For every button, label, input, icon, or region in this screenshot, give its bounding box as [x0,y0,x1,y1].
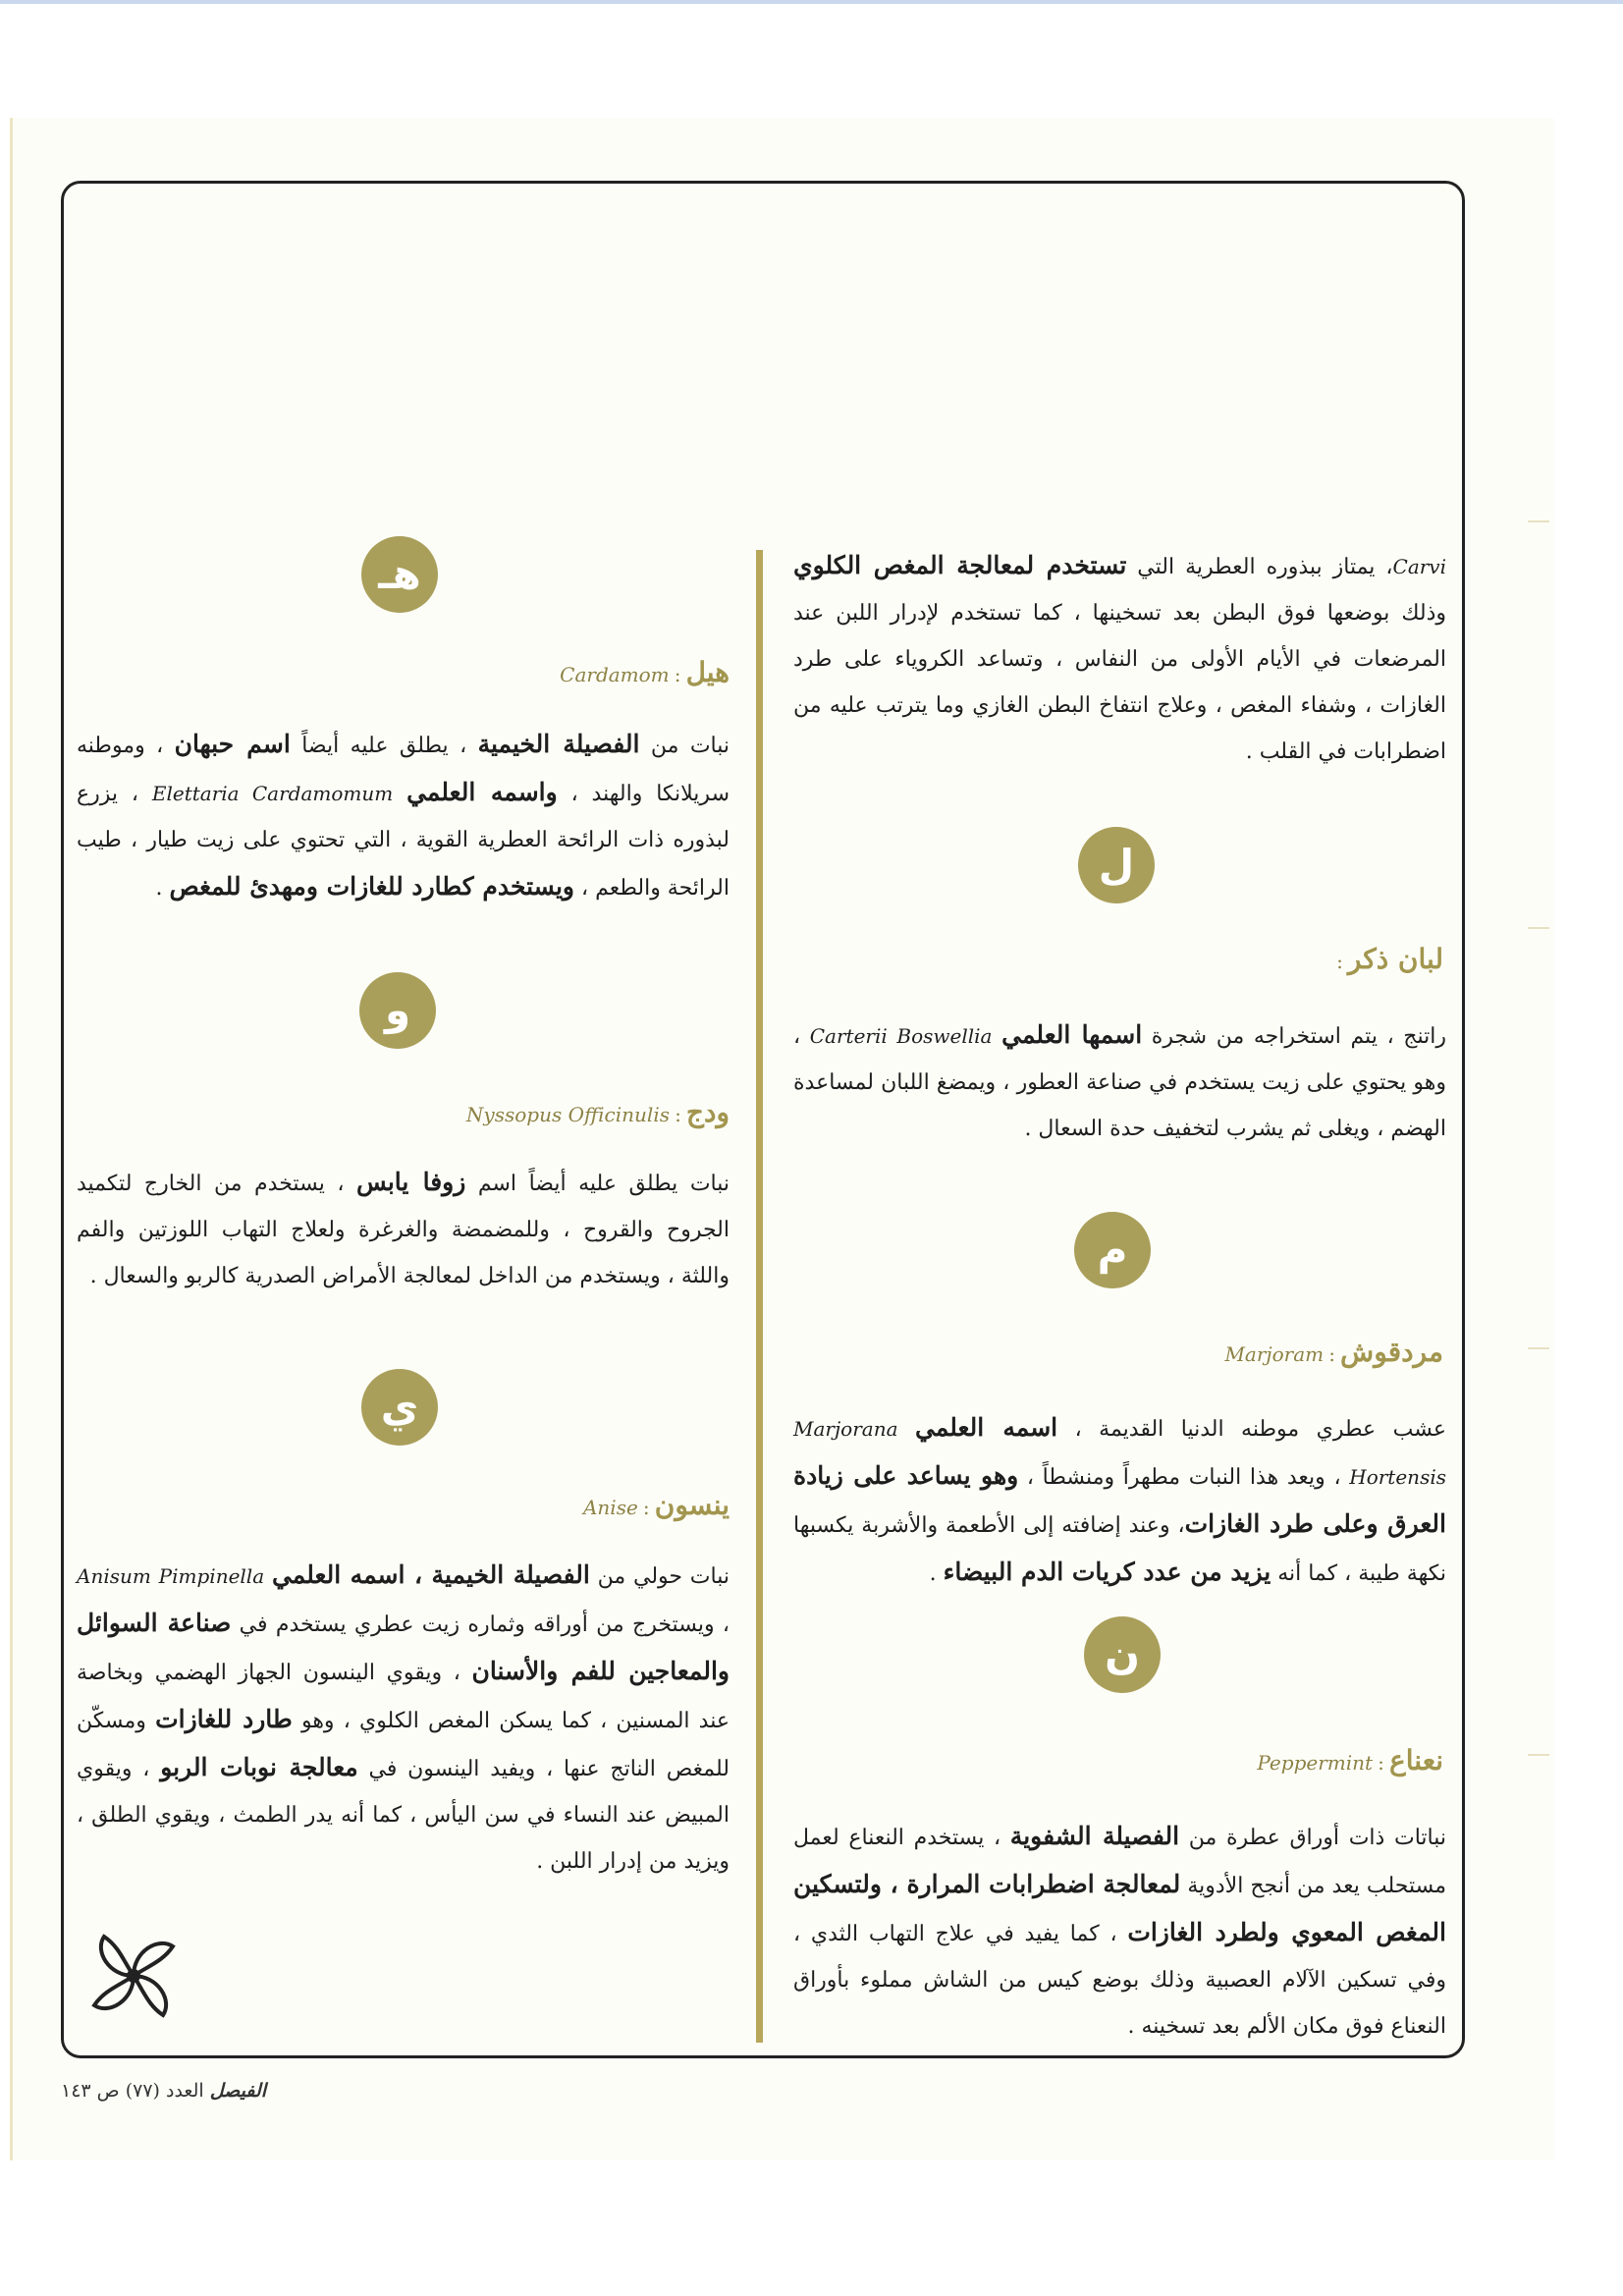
letter-badge-noon: ن [1084,1616,1161,1693]
heading-laban: لبان ذكر : [1336,943,1443,975]
letter-badge-lam: ل [1078,827,1155,903]
hyssop-paragraph: نبات يطلق عليه أيضاً اسم زوفا يابس ، يستخدم من الخارج لتكميد الجروح والقروح ، وللمضمضة والغرغرة ولعلاج التهاب اللوزتين والفم واللثة ، ويستخدم من الداخل لمعالجة الأمراض الصدرية كالربو والسعال . [77,1168,730,1288]
heading-cardamom: هيل : Cardamom [560,656,730,688]
heading-hyssop: ودج : Nyssopus Officinulis [465,1096,730,1128]
pinwheel-ornament-icon [75,1917,192,2035]
margin-mark [1528,520,1549,522]
peppermint-paragraph: نباتات ذات أوراق عطرة من الفصيلة الشفوية ، يستخدم النعناع لعمل مستحلب يعد من أنجح الأدوية لمعالجة اضطرابات المرارة ، ولتسكين المغص المعوي ولطرد الغازات ، كما يفيد في علاج التهاب الثدي ، وفي تسكين الآلام العصبية وذلك بوضع كيس من الشاش مملوء بأوراق النعناع فوق مكان الألم بعد تسخينه . [793,1822,1446,2039]
margin-mark [1528,927,1549,929]
margin-mark [1528,1347,1549,1349]
marjoram-paragraph: عشب عطري موطنه الدنيا القديمة ، اسمه العلمي Marjorana Hortensis ، ويعد هذا النبات مطهراً ومنشطاً ، وهو يساعد على زيادة العرق وعلى طرد الغازات، وعند إضافته إلى الأطعمة والأشربة يكسبها نكهة طيبة ، كما أنه يزيد من عدد كريات الدم البيضاء . [793,1413,1446,1586]
carvi-paragraph: Carvi، يمتاز ببذوره العطرية التي تستخدم لمعالجة المغص الكلوي وذلك بوضعها فوق البطن بعد تسخينها ، كما تستخدم لإدرار اللبن عند المرضعات في الأيام الأولى من النفاس ، وتساعد الكروياء على طرد الغازات ، وشفاء المغص ، وعلاج انتفاخ البطن الغازي وما يترتب عليه من اضطرابات في القلب . [793,551,1446,764]
letter-badge-ya: ي [361,1369,438,1446]
heading-marjoram: مردقوش : Marjoram [1224,1336,1443,1368]
scan-edge [0,0,1623,4]
cardamom-paragraph: نبات من الفصيلة الخيمية ، يطلق عليه أيضاً اسم حبهان ، وموطنه سريلانكا والهند ، واسمه العلمي Elettaria Cardamomum ، يزرع لبذوره ذات الرائحة العطرية القوية ، التي تحتوي على زيت طيار ، طيب الرائحة والطعم ، ويستخدم كطارد للغازات ومهدئ للمغص . [77,730,730,901]
page-footer: الفيصل العدد (٧٧) ص ١٤٣ [61,2080,266,2102]
heading-anise: ينسون : Anise [582,1489,730,1521]
margin-mark [1528,1754,1549,1756]
letter-badge-ha: هـ [361,536,438,613]
anise-paragraph: نبات حولي من الفصيلة الخيمية ، اسمه العلمي Pimpinella Anisum ، ويستخرج من أوراقه وثماره زيت عطري يستخدم في صناعة السوائل والمعاجين للفم والأسنان ، ويقوي الينسون الجهاز الهضمي وبخاصة عند المسنين ، كما يسكن المغص الكلوي ، وهو طارد للغازات ومسكّن للمغص الناتج عنها ، ويفيد الينسون في معالجة نوبات الربو ، ويقوي المبيض عند النساء في سن اليأس ، كما أنه يدر الطمث ، ويقوي الطلق ، ويزيد من إدرار اللبن . [77,1560,730,1874]
letter-badge-meem: م [1074,1212,1151,1288]
heading-peppermint: نعناع : Peppermint [1257,1744,1443,1777]
column-divider [756,550,763,2043]
letter-badge-waw: و [359,972,436,1049]
laban-paragraph: راتنج ، يتم استخراجه من شجرة اسمها العلمي Boswellia Carterii ، وهو يحتوي على زيت يستخدم في صناعة العطور ، ويمضغ اللبان لمساعدة الهضم ، ويغلى ثم يشرب لتخفيف حدة السعال . [793,1020,1447,1141]
